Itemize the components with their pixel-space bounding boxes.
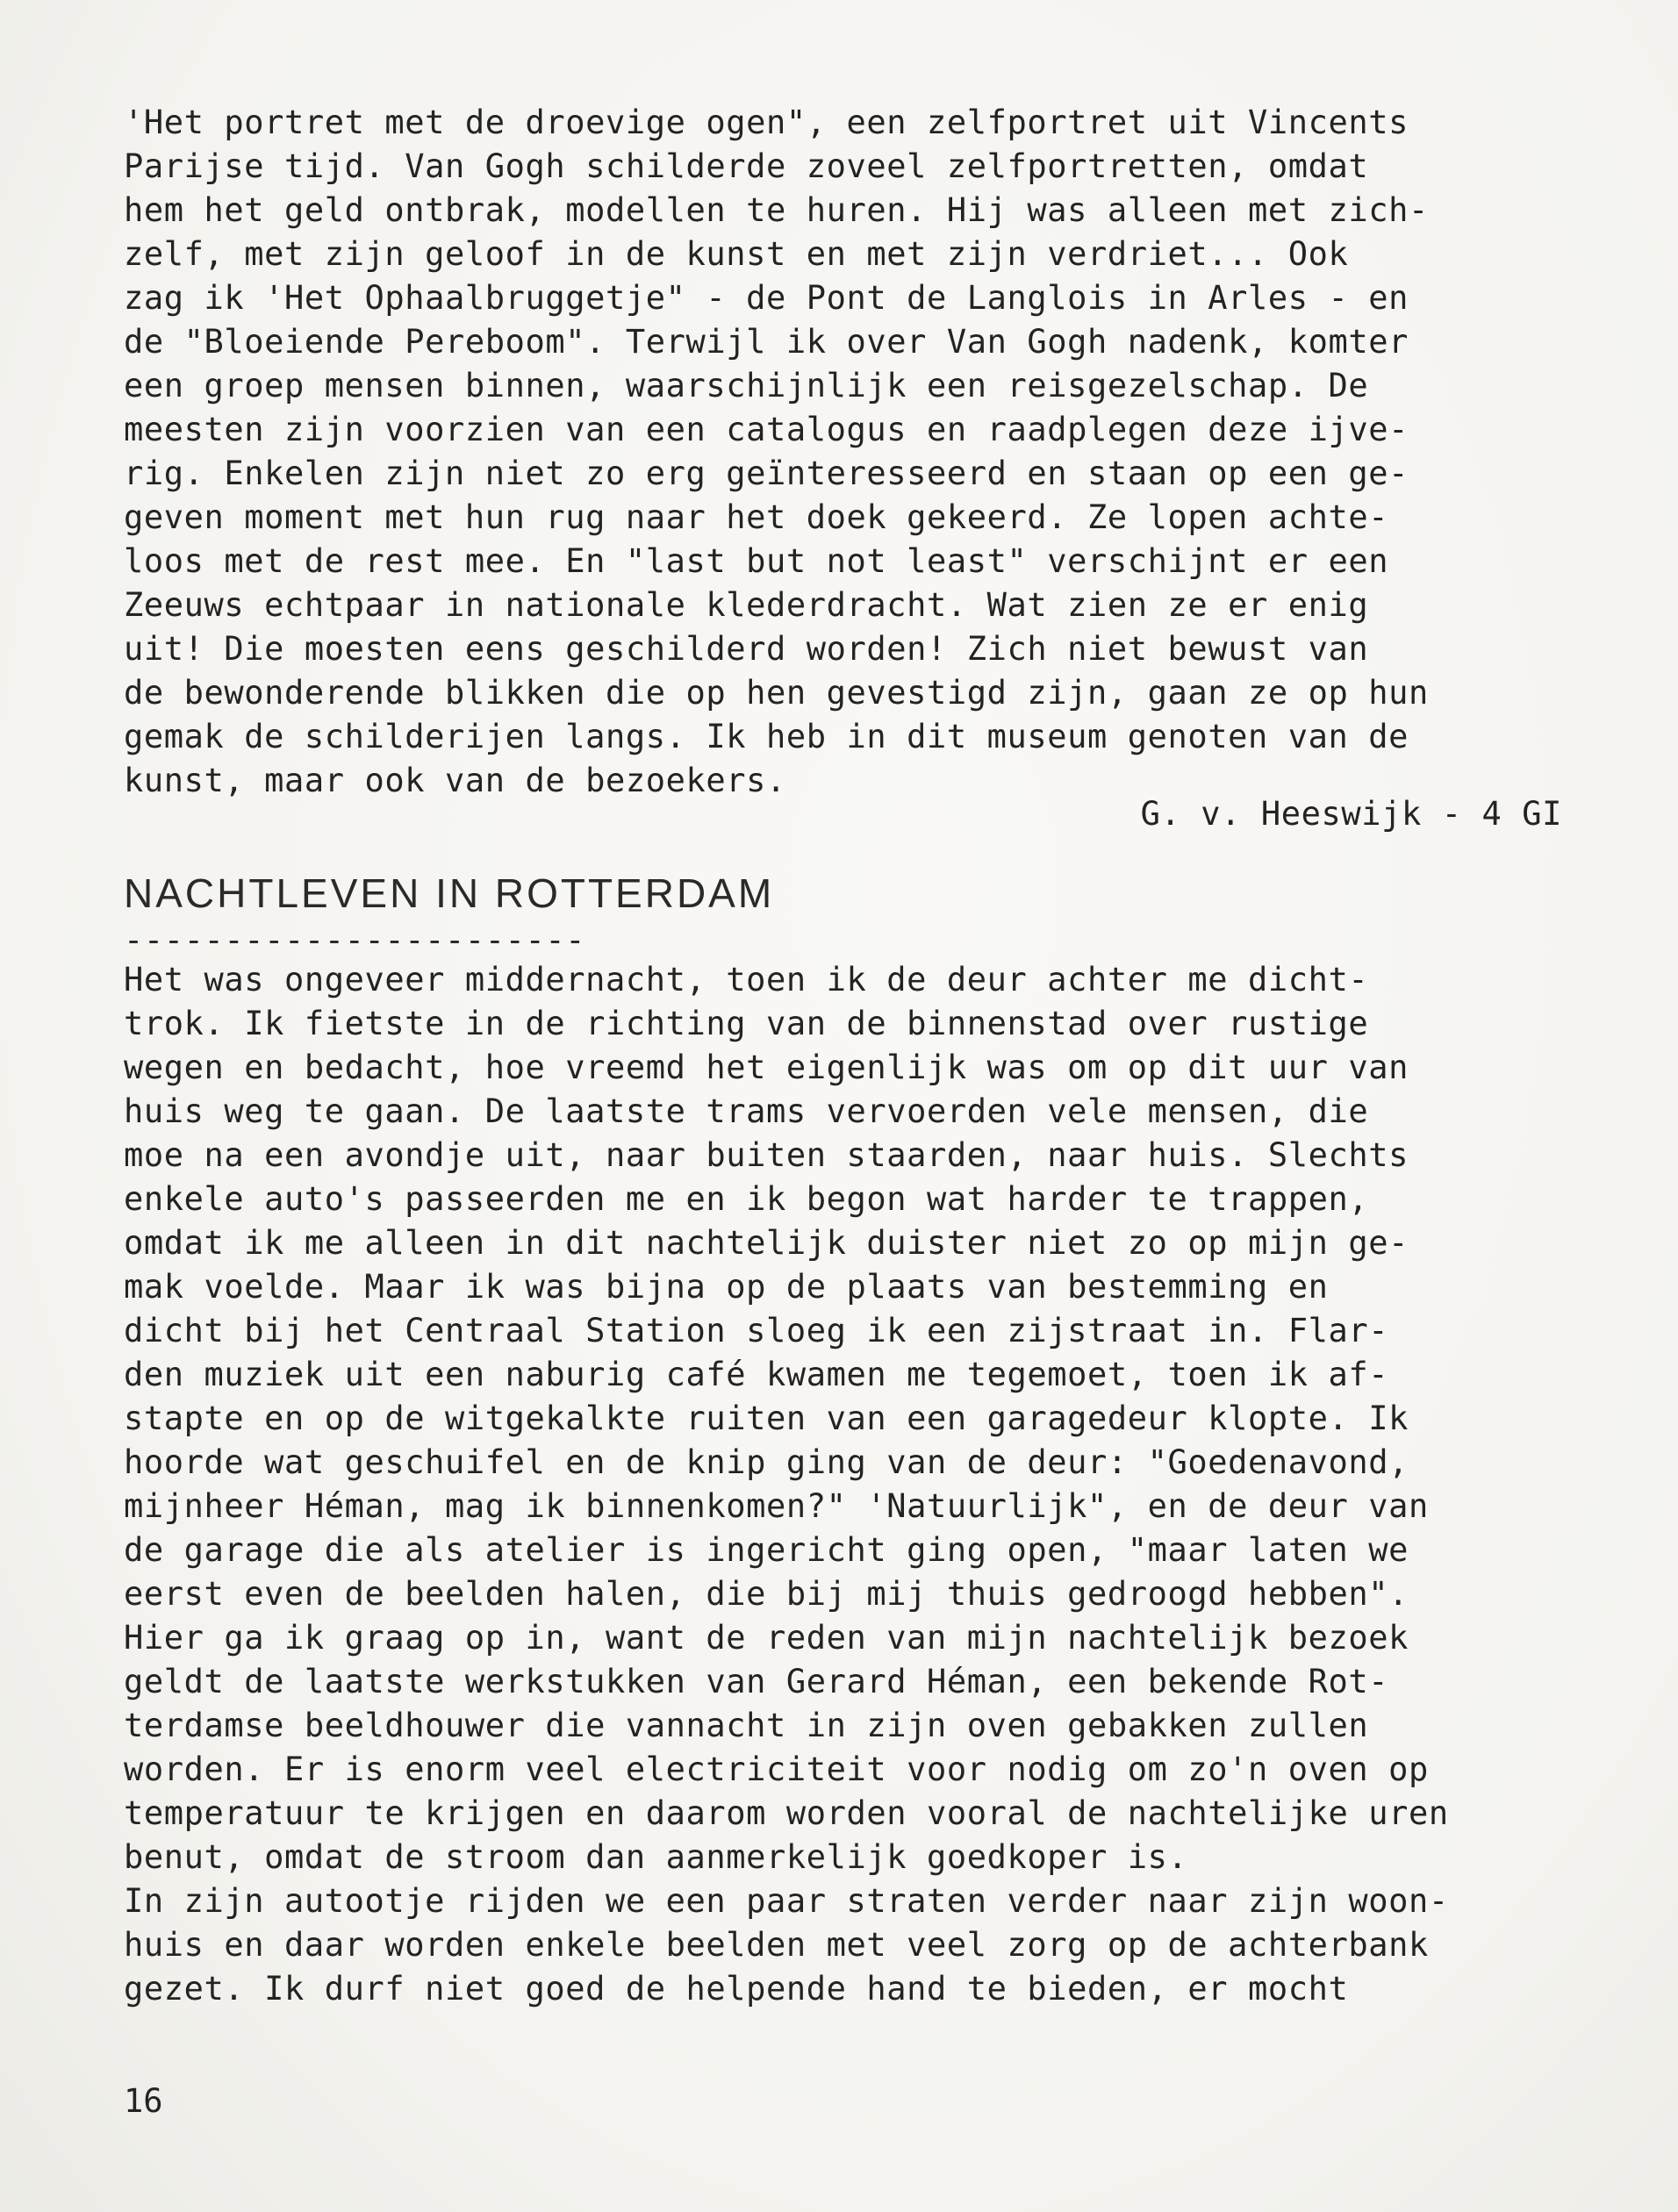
page-number: 16 xyxy=(124,2082,163,2120)
author-signature: G. v. Heeswijk - 4 GI xyxy=(1140,795,1562,833)
text-line: wegen en bedacht, hoe vreemd het eigenlijk was om op dit uur van xyxy=(124,1049,1409,1086)
text-line: stapte en op de witgekalkte ruiten van een garagedeur klopte. Ik xyxy=(124,1400,1409,1437)
text-line: geldt de laatste werkstukken van Gerard Héman, een bekende Rot- xyxy=(124,1663,1389,1700)
text-line: rig. Enkelen zijn niet zo erg geïnteresseerd en staan op een ge- xyxy=(124,455,1409,492)
text-line: meesten zijn voorzien van een catalogus en raadplegen deze ijve- xyxy=(124,411,1409,448)
text-line: de "Bloeiende Pereboom". Terwijl ik over Van Gogh nadenk, komter xyxy=(124,323,1409,361)
text-line: enkele auto's passeerden me en ik begon wat harder te trappen, xyxy=(124,1180,1369,1218)
text-line: eerst even de beelden halen, die bij mij thuis gedroogd hebben". xyxy=(124,1575,1409,1613)
text-line: zelf, met zijn geloof in de kunst en met zijn verdriet... Ook xyxy=(124,235,1349,273)
text-line: mak voelde. Maar ik was bijna op de plaats van bestemming en xyxy=(124,1268,1329,1306)
paragraph-museum-visit xyxy=(124,101,1572,803)
text-line: Parijse tijd. Van Gogh schilderde zoveel zelfportretten, omdat xyxy=(124,147,1369,185)
section-title-underline: ----------------------- xyxy=(124,921,586,959)
text-line: den muziek uit een naburig café kwamen me tegemoet, toen ik af- xyxy=(124,1356,1389,1393)
text-line: kunst, maar ook van de bezoekers. xyxy=(124,762,786,799)
text-line: gemak de schilderijen langs. Ik heb in dit museum genoten van de xyxy=(124,718,1409,755)
text-line: de bewonderende blikken die op hen gevestigd zijn, gaan ze op hun xyxy=(124,674,1429,712)
text-line: Het was ongeveer middernacht, toen ik de deur achter me dicht- xyxy=(124,961,1369,999)
text-line: huis en daar worden enkele beelden met veel zorg op de achterbank xyxy=(124,1926,1429,1964)
text-line: dicht bij het Centraal Station sloeg ik een zijstraat in. Flar- xyxy=(124,1312,1389,1349)
text-line: loos met de rest mee. En "last but not least" verschijnt er een xyxy=(124,542,1389,580)
text-line: hem het geld ontbrak, modellen te huren. Hij was alleen met zich- xyxy=(124,191,1429,229)
text-line: temperatuur te krijgen en daarom worden vooral de nachtelijke uren xyxy=(124,1794,1449,1832)
text-line: omdat ik me alleen in dit nachtelijk duister niet zo op mijn ge- xyxy=(124,1224,1409,1262)
paragraph-nightlife xyxy=(124,958,1572,2011)
text-line: de garage die als atelier is ingericht ging open, "maar laten we xyxy=(124,1531,1409,1569)
text-line: mijnheer Héman, mag ik binnenkomen?" 'Natuurlijk", en de deur van xyxy=(124,1487,1429,1525)
text-line: uit! Die moesten eens geschilderd worden! Zich niet bewust van xyxy=(124,630,1369,668)
text-line: Hier ga ik graag op in, want de reden van mijn nachtelijk bezoek xyxy=(124,1619,1409,1657)
text-line: gezet. Ik durf niet goed de helpende hand te bieden, er mocht xyxy=(124,1970,1349,2008)
text-line: In zijn autootje rijden we een paar straten verder naar zijn woon- xyxy=(124,1882,1449,1920)
text-line: een groep mensen binnen, waarschijnlijk een reisgezelschap. De xyxy=(124,367,1369,404)
text-line: terdamse beeldhouwer die vannacht in zijn oven gebakken zullen xyxy=(124,1707,1369,1744)
text-line: trok. Ik fietste in de richting van de binnenstad over rustige xyxy=(124,1005,1369,1042)
text-line: geven moment met hun rug naar het doek gekeerd. Ze lopen achte- xyxy=(124,498,1389,536)
section-title: NACHTLEVEN IN ROTTERDAM xyxy=(124,870,775,916)
text-line: hoorde wat geschuifel en de knip ging van de deur: "Goedenavond, xyxy=(124,1443,1409,1481)
text-line: moe na een avondje uit, naar buiten staarden, naar huis. Slechts xyxy=(124,1136,1409,1174)
text-line: Zeeuws echtpaar in nationale klederdracht. Wat zien ze er enig xyxy=(124,586,1369,624)
text-line: benut, omdat de stroom dan aanmerkelijk goedkoper is. xyxy=(124,1838,1188,1876)
text-line: 'Het portret met de droevige ogen", een zelfportret uit Vincents xyxy=(124,104,1409,141)
text-line: worden. Er is enorm veel electriciteit voor nodig om zo'n oven op xyxy=(124,1750,1429,1788)
text-line: zag ik 'Het Ophaalbruggetje" - de Pont de Langlois in Arles - en xyxy=(124,279,1409,317)
text-line: huis weg te gaan. De laatste trams vervoerden vele mensen, die xyxy=(124,1092,1369,1130)
